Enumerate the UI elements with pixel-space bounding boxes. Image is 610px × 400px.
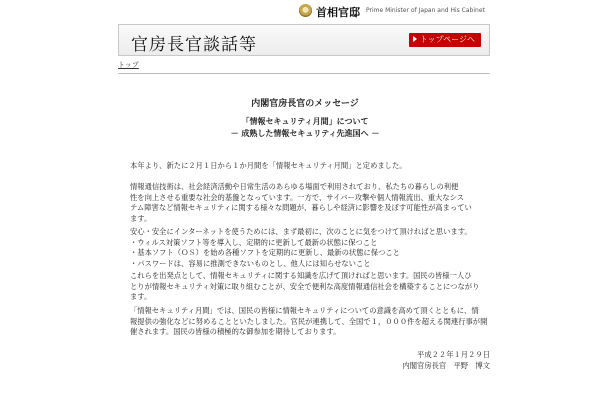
paragraph-line: 本年より、新たに２月１日から１か月間を「情報セキュリティ月間」と定めました。	[130, 161, 407, 170]
paragraph-line: 性を向上させる重要な社会的基盤となっています。一方で、サイバー攻撃や個人情報流出、重大なシス	[130, 192, 465, 202]
paragraph-line: 催されます。国民の皆様の積極的な御参加を期待しております。	[130, 327, 341, 336]
page-title: 官房長官談話等	[131, 35, 257, 55]
paragraph-3	[130, 227, 490, 269]
paragraph-line: 情報通信技術は、社会経済活動や日常生活のあらゆる場面で利用されており、私たちの暮らしの利便	[130, 182, 459, 191]
paragraph-line: これらを出発点として、情報セキュリティに関する知識を広げて頂ければと思います。国民の皆様一人ひ	[130, 271, 472, 280]
paragraph-line: ます。	[130, 292, 152, 301]
paragraph-2	[130, 182, 490, 224]
message-title: 内閣官房長官のメッセージ	[251, 99, 359, 109]
paragraph-line: テム障害など情報セキュリティに関する様々な問題が、暮らしや経済に影響を及ぼす可能性が高まってい	[130, 203, 472, 212]
signer-name: 内閣官房長官 平野 博文	[402, 361, 490, 370]
paragraph-line: 報提供の強化などに努めることといたしました。官民が連携して、全国で１，０００件を超える関連行事が開	[130, 316, 488, 326]
site-subtitle: Prime Minister of Japan and His Cabinet	[366, 7, 485, 14]
section-header	[118, 24, 490, 56]
paragraph-line: とりが情報セキュリティ対策に取り組むことが、安全で便利な高度情報通信社会を構築することにつながり	[130, 281, 480, 291]
crest-icon	[299, 4, 312, 17]
message-subtitle: 「情報セキュリティ月間」について	[241, 117, 369, 126]
paragraph-line: 安心・安全にインターネットを使うためには、まず最初に、次のことに気をつけて頂ければと思います。	[130, 227, 472, 236]
divider	[118, 73, 490, 74]
list-item: ・ウィルス対策ソフト等を導入し、定期的に更新して最新の状態に保つこと	[130, 237, 378, 247]
arrow-right-icon	[413, 36, 417, 42]
site-name[interactable]: 首相官邸	[316, 6, 360, 19]
message-tagline: － 成熟した情報セキュリティ先進国へ －	[230, 129, 380, 138]
paragraph-5	[130, 306, 490, 338]
top-bar	[0, 0, 610, 22]
paragraph-1	[130, 161, 490, 172]
message-date: 平成２２年１月２９日	[417, 350, 490, 359]
paragraph-line: 「情報セキュリティ月間」では、国民の皆様に情報セキュリティについての意識を高めて頂くとともに、情	[130, 306, 479, 315]
top-page-button-label: トップページへ	[419, 35, 475, 44]
list-item: ・基本ソフト（ＯＳ）を始め各種ソフトを定期的に更新し、最新の状態に保つこと	[130, 248, 400, 257]
list-item: ・パスワードは、容易に推測できないものとし、他人には知らせないこと	[130, 258, 371, 268]
breadcrumb-top-link[interactable]: トップ	[118, 61, 139, 69]
paragraph-4	[130, 271, 490, 303]
paragraph-line: ます。	[130, 213, 152, 223]
top-page-button[interactable]	[409, 33, 481, 47]
